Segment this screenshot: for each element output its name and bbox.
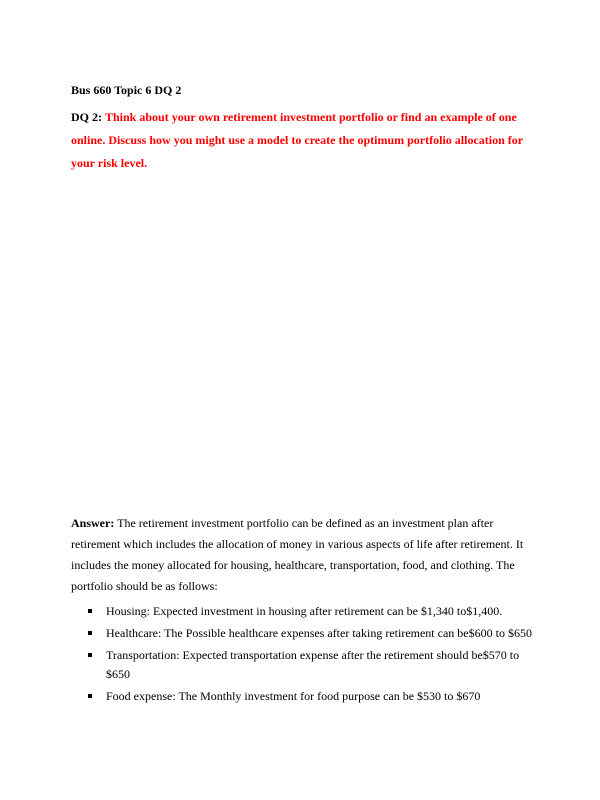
- list-item-transportation: [88, 646, 538, 684]
- bullet-square-icon: [88, 631, 92, 635]
- list-item-text: Food expense: The Monthly investment for food purpose can be $530 to $670: [106, 689, 481, 703]
- answer-label: Answer:: [71, 516, 115, 530]
- list-item-food: [88, 687, 538, 706]
- list-item-text: Housing: Expected investment in housing after retirement can be $1,340 to$1,400.: [106, 604, 503, 618]
- question-label: DQ 2:: [71, 110, 102, 124]
- expense-list: [88, 602, 538, 709]
- answer-paragraph: [71, 513, 531, 597]
- list-item-healthcare: [88, 624, 538, 643]
- question-paragraph: [71, 106, 541, 175]
- list-item-housing: [88, 602, 538, 621]
- document-title: Bus 660 Topic 6 DQ 2: [71, 83, 182, 97]
- bullet-square-icon: [88, 653, 92, 657]
- list-item-text: Transportation: Expected transportation expense after the retirement should be$570 to $650: [106, 648, 520, 681]
- bullet-square-icon: [88, 694, 92, 698]
- list-item-text: Healthcare: The Possible healthcare expenses after taking retirement can be$600 to $650: [106, 626, 532, 640]
- bullet-square-icon: [88, 609, 92, 613]
- answer-text: The retirement investment portfolio can be defined as an investment plan after retirement which includes the allocation of money in various aspects of life after retirement. It includes the money allocated for housing, healthcare, transportation, food, and clothing. The portfolio should be as follows:: [71, 516, 524, 593]
- question-text: Think about your own retirement investment portfolio or find an example of one online. Discuss how you might use a model to create the optimum portfolio allocation for your risk level.: [71, 110, 523, 170]
